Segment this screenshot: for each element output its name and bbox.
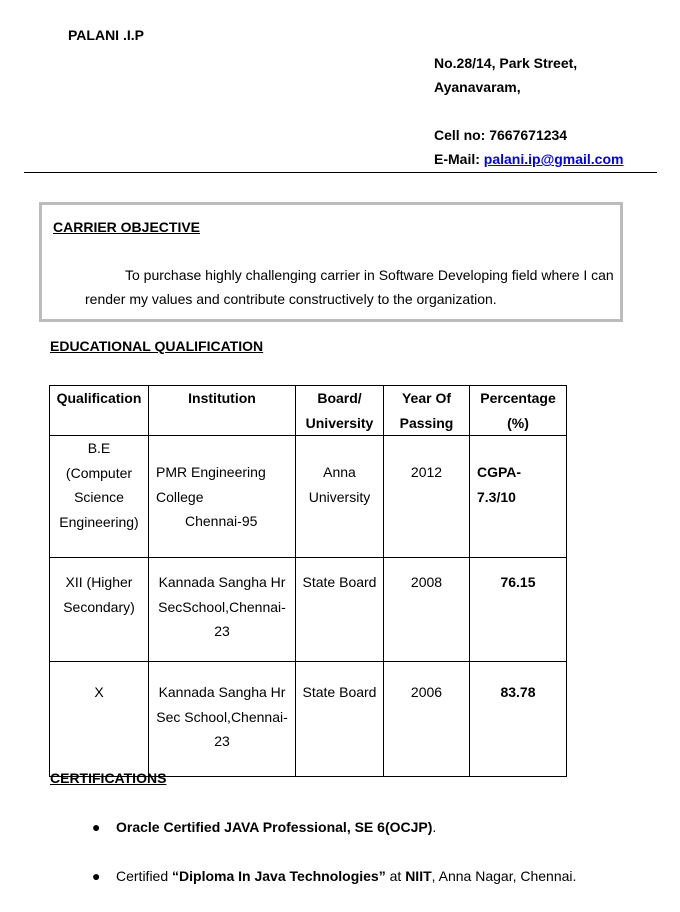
address-block (434, 51, 577, 99)
email-link[interactable]: palani.ip@gmail.com (483, 151, 624, 167)
table-header-row (50, 386, 567, 436)
board-cell: State Board (296, 662, 384, 777)
column-header: Qualification (50, 386, 149, 436)
certification-title: “Diploma In Java Technologies” (172, 868, 386, 884)
institution-cell: Kannada Sangha Hr SecSchool,Chennai-23 (149, 558, 296, 662)
certification-mid: at (385, 868, 406, 884)
bullet-icon: ● (92, 868, 101, 884)
certification-org: NIIT (405, 868, 432, 884)
year-cell: 2012 (384, 436, 470, 558)
institution-line: Chennai-95 (185, 513, 258, 529)
column-header: Board/ University (296, 386, 384, 436)
institution-line: PMR Engineering College (156, 464, 266, 505)
education-heading: EDUCATIONAL QUALIFICATION (50, 338, 264, 354)
institution-cell (149, 436, 296, 558)
column-header: Year Of Passing (384, 386, 470, 436)
institution-cell: Kannada Sangha Hr Sec School,Chennai-23 (149, 662, 296, 777)
certification-item (116, 868, 576, 884)
certification-prefix: Certified (116, 868, 173, 884)
candidate-name: PALANI .I.P (68, 27, 144, 43)
objective-text: To purchase highly challenging carrier in Software Developing field where I can render my values and contribute constructively to the organization. (85, 267, 614, 307)
board-cell: State Board (296, 558, 384, 662)
percentage-cell: 76.15 (470, 558, 567, 662)
header-divider (24, 172, 657, 173)
address-line-1: No.28/14, Park Street, (434, 55, 578, 71)
certification-title: Oracle Certified JAVA Professional, SE 6(OCJP) (116, 819, 433, 835)
email-label: E-Mail: (434, 151, 484, 167)
table-row (50, 662, 567, 777)
objective-heading: CARRIER OBJECTIVE (53, 219, 201, 235)
board-cell: Anna University (296, 436, 384, 558)
percentage-cell: CGPA- 7.3/10 (470, 436, 567, 558)
column-header: Institution (149, 386, 296, 436)
certification-item (116, 819, 436, 835)
contact-block (434, 123, 623, 171)
year-cell: 2008 (384, 558, 470, 662)
objective-box (39, 202, 623, 322)
certification-suffix: . (432, 819, 437, 835)
qualification-cell: X (50, 662, 149, 777)
table-row (50, 558, 567, 662)
bullet-icon: ● (92, 819, 101, 835)
qualification-cell: XII (Higher Secondary) (50, 558, 149, 662)
qualification-cell: B.E (Computer Science Engineering) (50, 436, 149, 558)
certification-location: , Anna Nagar, Chennai. (431, 868, 577, 884)
address-line-2: Ayanavaram, (434, 79, 521, 95)
percentage-cell: 83.78 (470, 662, 567, 777)
education-table (49, 385, 567, 777)
table-row (50, 436, 567, 558)
year-cell: 2006 (384, 662, 470, 777)
certifications-heading: CERTIFICATIONS (50, 770, 167, 786)
email-row (434, 147, 623, 171)
column-header: Percentage (%) (470, 386, 567, 436)
cell-number: Cell no: 7667671234 (434, 127, 568, 143)
